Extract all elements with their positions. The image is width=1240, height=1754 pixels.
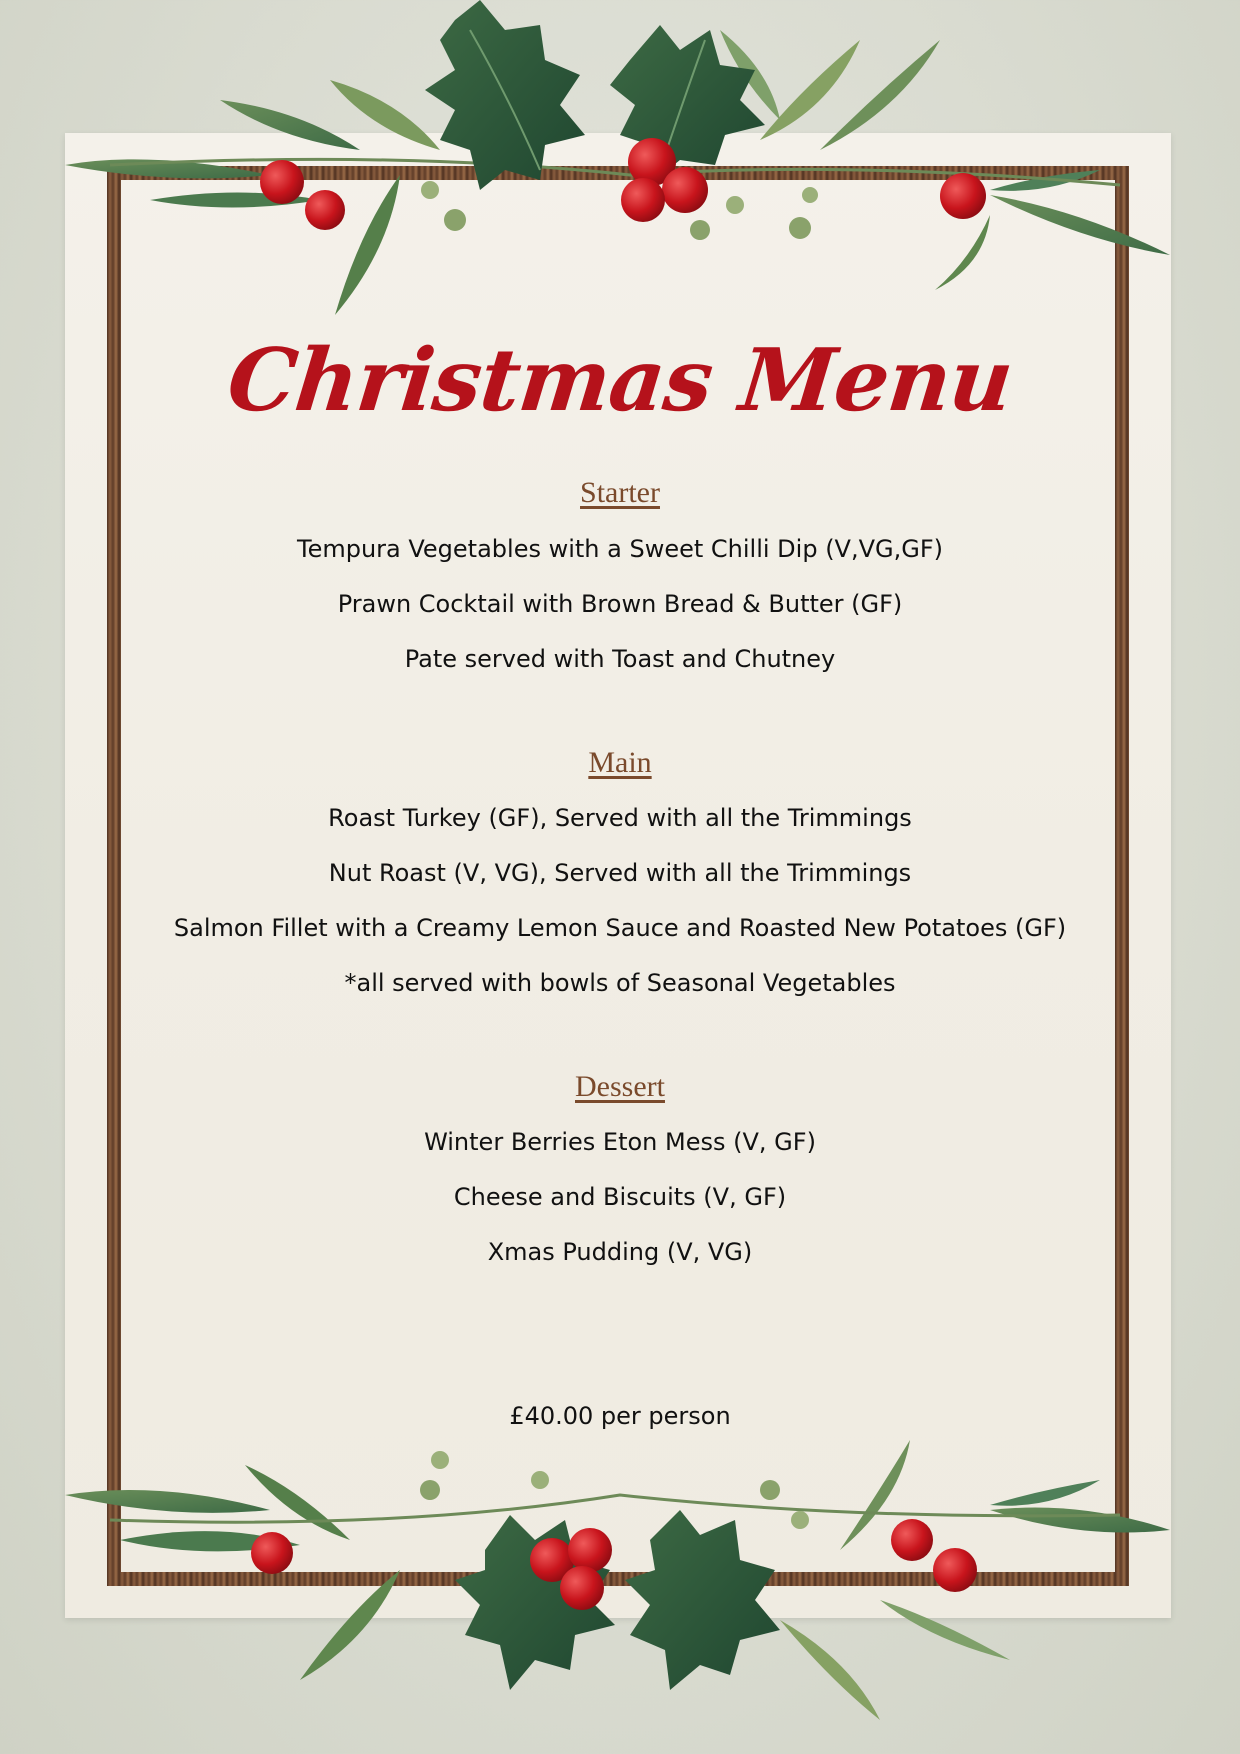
menu-item: Cheese and Biscuits (V, GF) bbox=[453, 1183, 787, 1211]
holly-garland-bottom-icon bbox=[0, 1420, 1240, 1754]
holly-garland-top-icon bbox=[0, 0, 1240, 330]
menu-item: Roast Turkey (GF), Served with all the Trimmings bbox=[328, 804, 912, 832]
menu-item: Nut Roast (V, VG), Served with all the Trimmings bbox=[328, 859, 912, 887]
menu-item: Tempura Vegetables with a Sweet Chilli Dip (V,VG,GF) bbox=[296, 535, 944, 563]
menu-title: Christmas Menu bbox=[223, 330, 1017, 431]
price-per-person: £40.00 per person bbox=[509, 1402, 731, 1430]
section-heading-main: Main bbox=[588, 746, 652, 779]
section-heading-dessert: Dessert bbox=[575, 1070, 665, 1103]
menu-item: Salmon Fillet with a Creamy Lemon Sauce and Roasted New Potatoes (GF) bbox=[173, 914, 1067, 942]
menu-item: Xmas Pudding (V, VG) bbox=[487, 1238, 753, 1266]
menu-item: Prawn Cocktail with Brown Bread & Butter (GF) bbox=[337, 590, 903, 618]
menu-item: Winter Berries Eton Mess (V, GF) bbox=[424, 1128, 816, 1156]
menu-item: Pate served with Toast and Chutney bbox=[404, 645, 836, 673]
menu-item: *all served with bowls of Seasonal Vegetables bbox=[344, 969, 896, 997]
section-heading-starter: Starter bbox=[580, 476, 660, 509]
